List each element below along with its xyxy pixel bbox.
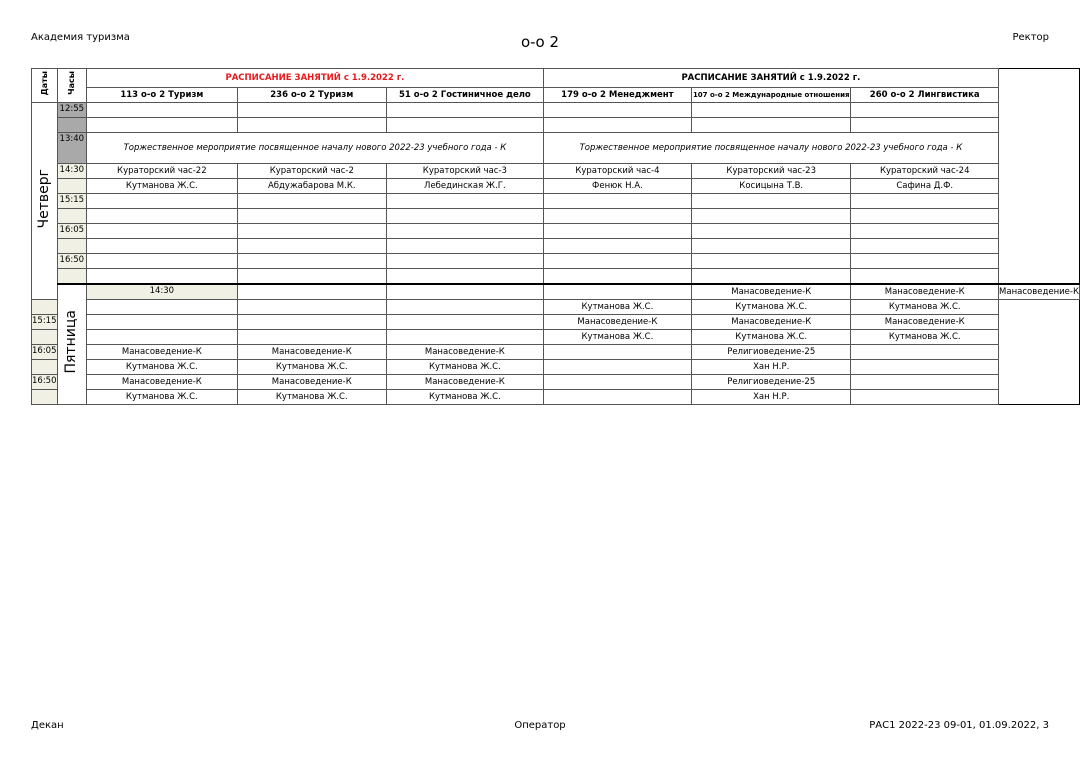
time-slot: 14:30 <box>87 284 238 300</box>
group-header: 260 о-о 2 Лингвистика <box>851 88 999 103</box>
subject-cell: Религиоведение-25 <box>692 375 851 390</box>
subject-cell: Религиоведение-25 <box>692 345 851 360</box>
time-slot: 16:05 <box>32 345 58 360</box>
table-row <box>32 179 1080 194</box>
time-slot: 16:05 <box>57 224 87 239</box>
teacher-cell: Кутманова Ж.С. <box>87 179 238 194</box>
table-row <box>32 375 1080 390</box>
table-row <box>32 300 1080 315</box>
table-row <box>32 224 1080 239</box>
table-row <box>32 284 1080 300</box>
time-slot: 14:30 <box>57 164 87 179</box>
teacher-cell: Кутманова Ж.С. <box>237 360 386 375</box>
group-header: 236 о-о 2 Туризм <box>237 88 386 103</box>
time-slot: 12:55 <box>57 103 87 118</box>
dean-label: Декан <box>31 720 64 731</box>
day-friday: Пятница <box>57 284 87 405</box>
organization-name: Академия туризма <box>31 32 130 43</box>
schedule-banner-right: РАСПИСАНИЕ ЗАНЯТИЙ с 1.9.2022 г. <box>543 69 998 88</box>
teacher-cell: Кутманова Ж.С. <box>543 330 691 345</box>
table-row <box>32 269 1080 285</box>
teacher-cell: Кутманова Ж.С. <box>386 360 543 375</box>
teacher-cell: Фенюк Н.А. <box>543 179 691 194</box>
subject-cell: Манасоведение-К <box>87 375 238 390</box>
table-row <box>32 133 1080 164</box>
group-header: 51 о-о 2 Гостиничное дело <box>386 88 543 103</box>
group-header-row <box>32 88 1080 103</box>
teacher-cell: Кутманова Ж.С. <box>87 390 238 405</box>
table-row <box>32 345 1080 360</box>
group-header: 113 о-о 2 Туризм <box>87 88 238 103</box>
teacher-cell: Кутманова Ж.С. <box>386 390 543 405</box>
table-row <box>32 254 1080 269</box>
subject-cell: Кураторский час-3 <box>386 164 543 179</box>
subject-cell: Кураторский час-23 <box>692 164 851 179</box>
subject-cell: Манасоведение-К <box>237 375 386 390</box>
teacher-cell: Косицына Т.В. <box>692 179 851 194</box>
table-row <box>32 164 1080 179</box>
teacher-cell: Сафина Д.Ф. <box>851 179 999 194</box>
rector-label: Ректор <box>1012 32 1049 43</box>
table-row <box>32 239 1080 254</box>
teacher-cell: Кутманова Ж.С. <box>692 300 851 315</box>
time-slot: 13:40 <box>57 133 87 164</box>
teacher-cell: Кутманова Ж.С. <box>851 300 999 315</box>
page-title: о-о 2 <box>520 33 560 51</box>
time-slot: 16:50 <box>57 254 87 269</box>
subject-cell: Манасоведение-К <box>543 315 691 330</box>
subject-cell: Кураторский час-22 <box>87 164 238 179</box>
table-row <box>32 330 1080 345</box>
subject-cell: Манасоведение-К <box>386 345 543 360</box>
table-row <box>32 103 1080 118</box>
teacher-cell: Кутманова Ж.С. <box>692 330 851 345</box>
subject-cell: Манасоведение-К <box>851 284 999 300</box>
table-row <box>32 315 1080 330</box>
teacher-cell: Абдужабарова М.К. <box>237 179 386 194</box>
time-slot: 15:15 <box>32 315 58 330</box>
subject-cell: Манасоведение-К <box>386 375 543 390</box>
group-header: 179 о-о 2 Менеджмент <box>543 88 691 103</box>
teacher-cell: Кутманова Ж.С. <box>851 330 999 345</box>
teacher-cell: Кутманова Ж.С. <box>237 390 386 405</box>
subject-cell: Манасоведение-К <box>692 284 851 300</box>
time-slot: 16:50 <box>32 375 58 390</box>
teacher-cell: Кутманова Ж.С. <box>543 300 691 315</box>
table-row <box>32 390 1080 405</box>
table-row <box>32 209 1080 224</box>
subject-cell: Манасоведение-К <box>999 284 1080 300</box>
subject-cell: Кураторский час-4 <box>543 164 691 179</box>
hours-header: Часы <box>57 69 87 103</box>
subject-cell: Кураторский час-2 <box>237 164 386 179</box>
dates-header: Даты <box>32 69 58 103</box>
subject-cell: Манасоведение-К <box>87 345 238 360</box>
operator-label: Оператор <box>514 720 566 731</box>
time-slot: 15:15 <box>57 194 87 209</box>
teacher-cell: Хан Н.Р. <box>692 360 851 375</box>
schedule-table <box>31 68 1080 405</box>
group-header: 107 о-о 2 Международные отношения <box>692 88 851 103</box>
table-row <box>32 118 1080 133</box>
teacher-cell: Лебединская Ж.Г. <box>386 179 543 194</box>
table-row <box>32 360 1080 375</box>
teacher-cell: Хан Н.Р. <box>692 390 851 405</box>
banner-row <box>32 69 1080 88</box>
table-row <box>32 194 1080 209</box>
schedule-banner-left: РАСПИСАНИЕ ЗАНЯТИЙ с 1.9.2022 г. <box>87 69 544 88</box>
event-cell: Торжественное мероприятие посвященное началу нового 2022-23 учебного года - К <box>543 133 998 164</box>
subject-cell: Манасоведение-К <box>692 315 851 330</box>
day-thursday: Четверг <box>32 103 58 300</box>
subject-cell: Кураторский час-24 <box>851 164 999 179</box>
subject-cell: Манасоведение-К <box>237 345 386 360</box>
event-cell: Торжественное мероприятие посвященное началу нового 2022-23 учебного года - К <box>87 133 544 164</box>
subject-cell: Манасоведение-К <box>851 315 999 330</box>
document-id: РАС1 2022-23 09-01, 01.09.2022, 3 <box>869 720 1049 731</box>
teacher-cell: Кутманова Ж.С. <box>87 360 238 375</box>
